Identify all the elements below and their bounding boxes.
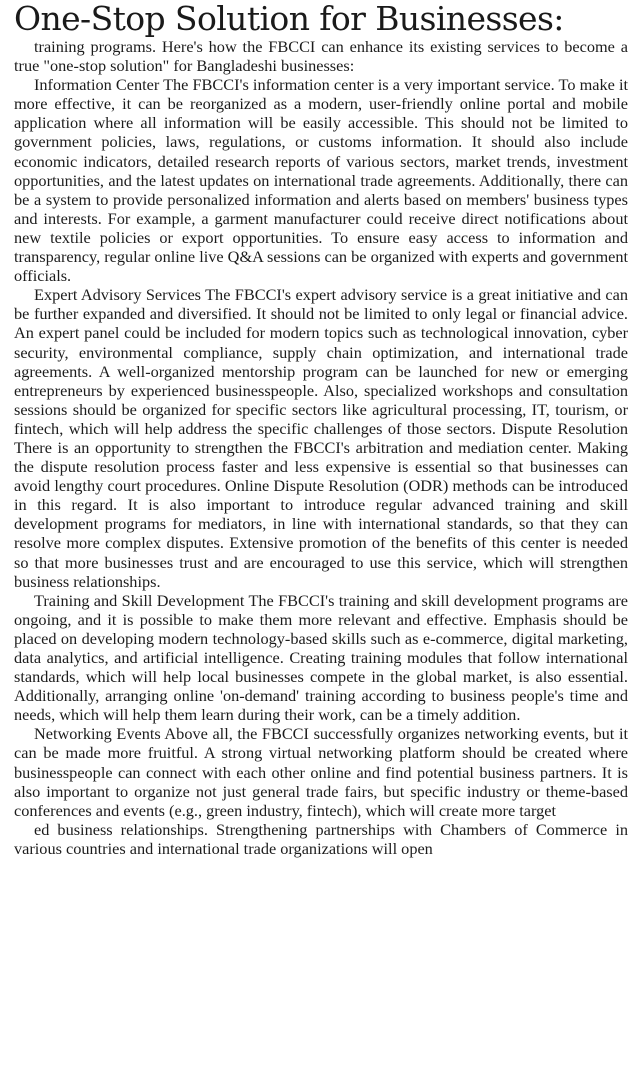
paragraph-training: Training and Skill Development The FBCCI's training and skill development programs are ongoing, and it is possible to make them more relevant and effective. Emphasis should be placed on developing modern technology-based skills such as e-commerce, digital marketing, data analytics, and artificial intelligence. Creating training modules that follow international standards, which will help local businesses compete in the global market, is also essential. Additionally, arranging online 'on-demand' training according to business people's time and needs, which will help them learn during their work, can be a timely addition.	[14, 590, 628, 725]
paragraph-networking: Networking Events Above all, the FBCCI successfully organizes networking events, but it can be made more fruitful. A strong virtual networking platform should be created where businesspeople can connect with each other online and find potential business partners. It is also important to organize not just general trade fairs, but specific industry or theme-based conferences and events (e.g., green industry, fintech), which will create more target	[14, 724, 628, 820]
paragraph-continuation: ed business relationships. Strengthening partnerships with Chambers of Commerce in various countries and international trade organizations will open	[14, 819, 628, 858]
paragraph-expert-advisory: Expert Advisory Services The FBCCI's expert advisory service is a great initiative and can be further expanded and diversified. It should not be limited to only legal or financial advice. An expert panel could be included for modern topics such as technological innovation, cyber security, environmental compliance, supply chain optimization, and international trade agreements. A well-organized mentorship program can be launched for new or emerging entrepreneurs by experienced businesspeople. Also, specialized workshops and consultation sessions should be organized for specific sectors like agricultural processing, IT, tourism, or fintech, which will help address the specific challenges of those sectors. Dispute Resolution There is an opportunity to strengthen the FBCCI's arbitration and mediation center. Making the dispute resolution process faster and less expensive is essential so that businesses can avoid lengthy court procedures. Online Dispute Resolution (ODR) methods can be introduced in this regard. It is also important to introduce regular advanced training and skill development programs for mediators, in line with international standards, so that they can resolve more complex disputes. Extensive promotion of the benefits of this center is needed so that more businesses trust and are encouraged to use this service, which will strengthen business relationships.	[14, 285, 628, 591]
paragraph-intro: training programs. Here's how the FBCCI can enhance its existing services to become a true "one-stop solution" for Bangladeshi businesses:	[14, 37, 628, 76]
article-title: One-Stop Solution for Businesses:	[14, 0, 564, 38]
paragraph-information-center: Information Center The FBCCI's information center is a very important service. To make it more effective, it can be reorganized as a modern, user-friendly online portal and mobile application where all information will be easily accessible. This should not be limited to government policies, laws, regulations, or customs information. It should also include economic indicators, detailed research reports of various sectors, market trends, investment opportunities, and the latest updates on international trade agreements. Additionally, there can be a system to provide personalized information and alerts based on members' business types and interests. For example, a garment manufacturer could receive direct notifications about new textile policies or export opportunities. To ensure easy access to information and transparency, regular online live Q&A sessions can be organized with experts and government officials.	[14, 75, 628, 286]
article-body	[14, 37, 628, 858]
